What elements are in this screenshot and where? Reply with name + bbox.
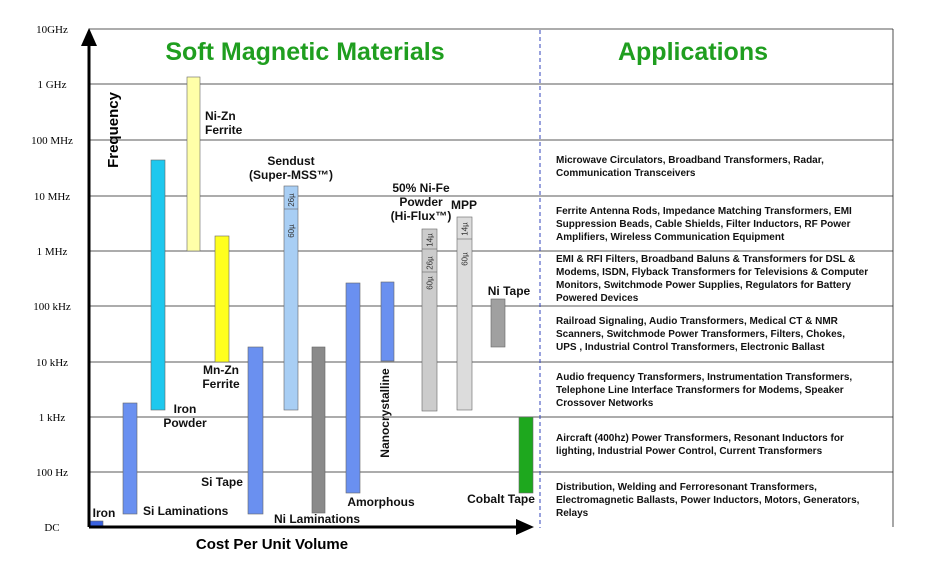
application-text: Communication Transceivers bbox=[556, 168, 696, 179]
material-label: Iron bbox=[92, 506, 116, 520]
y-tick-label: 100 kHz bbox=[33, 301, 71, 313]
material-label: Cobalt Tape bbox=[467, 492, 535, 506]
segment-label: 14µ bbox=[425, 233, 435, 247]
applications-list bbox=[556, 155, 868, 519]
segment-label: 60µ bbox=[425, 276, 435, 290]
material-label: Ni Tape bbox=[487, 284, 531, 298]
application-text: Audio frequency Transformers, Instrumentation Transformers, bbox=[556, 372, 853, 383]
application-text: Relays bbox=[556, 508, 589, 519]
y-tick-label: 1 GHz bbox=[37, 79, 67, 91]
material-bars bbox=[90, 77, 533, 527]
y-tick-label: 100 MHz bbox=[31, 135, 73, 147]
material-label: Ni Laminations bbox=[273, 512, 361, 526]
material-label: Mn-Zn bbox=[203, 363, 239, 377]
y-tick-label: 1 kHz bbox=[38, 412, 66, 424]
x-axis-arrow bbox=[516, 519, 534, 535]
material-label: (Hi-Flux™) bbox=[390, 209, 452, 223]
application-text: Electromagnetic Ballasts, Power Inductors, Motors, Generators, bbox=[556, 495, 860, 506]
material-label: Powder bbox=[399, 195, 443, 209]
application-text: Ferrite Antenna Rods, Impedance Matching Transformers, EMI bbox=[556, 206, 852, 217]
y-tick-label: 10 MHz bbox=[33, 191, 71, 203]
application-text: Scanners, Switchmode Power Transformers, Filters, Chokes, bbox=[556, 329, 845, 340]
application-text: Distribution, Welding and Ferroresonant Transformers, bbox=[556, 482, 817, 493]
y-axis-arrow bbox=[81, 28, 97, 46]
y-tick-label: 100 Hz bbox=[35, 467, 69, 479]
material-label: MPP bbox=[450, 198, 478, 212]
material-label: Nanocrystalline bbox=[378, 368, 392, 458]
bar-mpp bbox=[457, 217, 472, 410]
application-text: EMI & RFI Filters, Broadband Baluns & Transformers for DSL & bbox=[556, 254, 856, 265]
application-text: Telephone Line Interface Transformers for Modems, Speaker bbox=[556, 385, 844, 396]
x-axis-title: Cost Per Unit Volume bbox=[195, 536, 349, 553]
segment-label: 60µ bbox=[460, 252, 470, 266]
material-label: Sendust bbox=[267, 154, 315, 168]
bar-ni-zn-ferrite bbox=[187, 77, 200, 251]
material-label: (Super-MSS™) bbox=[249, 168, 333, 182]
y-tick-labels bbox=[31, 24, 73, 534]
bar-amorphous bbox=[346, 283, 360, 493]
y-tick-label: 10GHz bbox=[36, 24, 68, 36]
bar-sendust-super-mss bbox=[284, 186, 298, 410]
application-text: Powered Devices bbox=[556, 293, 639, 304]
application-text: Modems, ISDN, Flyback Transformers for Televisions & Computer bbox=[556, 267, 869, 278]
y-axis-title: Frequency bbox=[105, 92, 122, 168]
material-label: Powder bbox=[163, 416, 207, 430]
y-tick-label: 1 MHz bbox=[36, 246, 68, 258]
application-text: lighting, Industrial Power Control, Current Transformers bbox=[556, 446, 823, 457]
bar-si-laminations bbox=[123, 403, 137, 514]
segment-label: 26µ bbox=[287, 193, 296, 207]
title-right: Applications bbox=[617, 38, 769, 66]
bar-mn-zn-ferrite bbox=[215, 236, 229, 362]
segment-label: 14µ bbox=[460, 222, 470, 236]
material-label: 50% Ni-Fe bbox=[392, 181, 450, 195]
material-label: Ni-Zn bbox=[205, 109, 236, 123]
segment-label: 26µ bbox=[425, 256, 435, 270]
y-tick-label: DC bbox=[44, 522, 60, 534]
segment-label: 60µ bbox=[287, 224, 296, 238]
application-text: Aircraft (400hz) Power Transformers, Resonant Inductors for bbox=[556, 433, 844, 444]
application-text: Railroad Signaling, Audio Transformers, Medical CT & NMR bbox=[556, 316, 838, 327]
material-label: Ferrite bbox=[202, 377, 240, 391]
application-text: Microwave Circulators, Broadband Transformers, Radar, bbox=[556, 155, 824, 166]
material-label: Si Laminations bbox=[143, 504, 229, 518]
bar-ni-tape bbox=[491, 299, 505, 347]
bar-cobalt-tape bbox=[519, 417, 533, 493]
bar-iron-powder bbox=[151, 160, 165, 410]
application-text: Monitors, Switchmode Power Supplies, Regulators for Battery bbox=[556, 280, 852, 291]
bar-nanocrystalline bbox=[381, 282, 394, 361]
y-tick-label: 10 kHz bbox=[35, 357, 69, 369]
material-label: Iron bbox=[173, 402, 197, 416]
bar-ni-laminations bbox=[312, 347, 325, 513]
material-label: Amorphous bbox=[347, 495, 415, 509]
title-left: Soft Magnetic Materials bbox=[165, 38, 445, 66]
application-text: Crossover Networks bbox=[556, 398, 654, 409]
application-text: Suppression Beads, Cable Shields, Filter Inductors, RF Power bbox=[556, 219, 851, 230]
application-text: Amplifiers, Wireless Communication Equipment bbox=[556, 232, 785, 243]
application-text: UPS , Industrial Control Transformers, Electronic Ballast bbox=[556, 342, 825, 353]
material-label: Ferrite bbox=[205, 123, 243, 137]
material-label: Si Tape bbox=[201, 475, 243, 489]
bar-si-tape bbox=[248, 347, 263, 514]
